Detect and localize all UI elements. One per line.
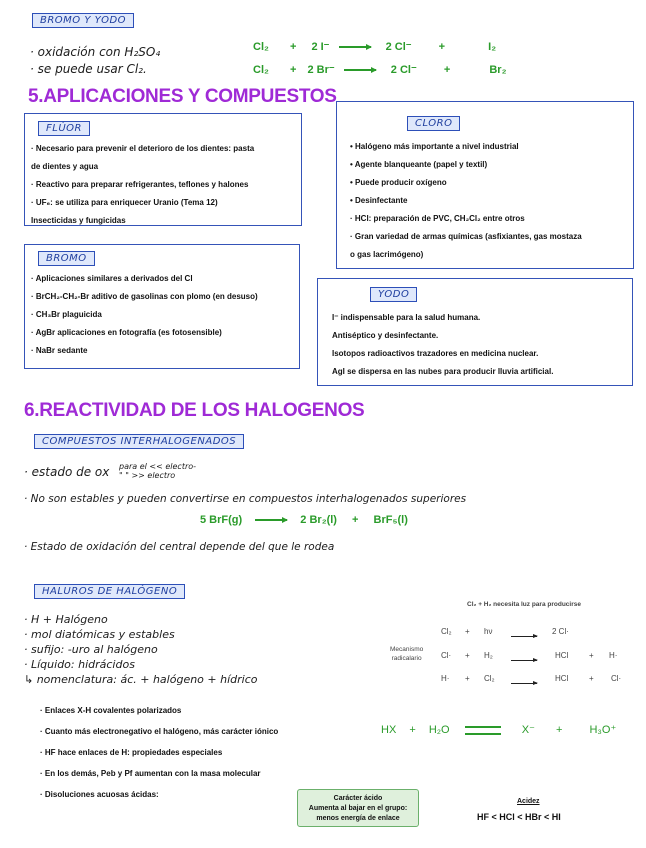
acid-dissociation-equation: HX + H₂O X⁻ + H₃O⁺ — [381, 724, 617, 736]
interhalogenados-tag: COMPUESTOS INTERHALOGENADOS — [34, 434, 244, 449]
yodo-box — [317, 278, 633, 386]
list-item: • Desinfectante — [350, 196, 408, 205]
list-item: · Disoluciones acuosas ácidas: — [40, 790, 159, 799]
light-note: Cl₂ + H₂ necesita luz para producirse — [467, 601, 581, 608]
list-item: · En los demás, Peb y Pf aumentan con la masa molecular — [40, 769, 261, 778]
oxidation-central-note: · Estado de oxidación del central depende del que le rodea — [24, 541, 335, 553]
reaction-arrow — [339, 46, 371, 48]
electro-note: para el << electro- " " >> electro — [119, 462, 197, 480]
unstable-note: · No son estables y pueden convertirse en compuestos interhalogenados superiores — [24, 493, 467, 505]
reaction-arrow — [511, 636, 537, 637]
list-item: · HCl: preparación de PVC, CH₂Cl₂ entre otros — [350, 214, 525, 223]
yodo-tag: YODO — [370, 287, 417, 302]
list-item: · Líquido: hidrácidos — [24, 658, 135, 671]
reaction-arrow — [511, 660, 537, 661]
list-item: · AgBr aplicaciones en fotografía (es fotosensible) — [31, 328, 222, 337]
fluor-box — [24, 113, 302, 226]
list-item: Insecticidas y fungicidas — [31, 216, 126, 225]
reaction-arrow — [255, 519, 287, 521]
list-item: · Gran variedad de armas químicas (asfixiantes, gas mostaza — [350, 232, 582, 241]
reaction-arrow — [344, 69, 376, 71]
fluor-tag: FLÚOR — [38, 121, 90, 136]
list-item: · CH₃Br plaguicida — [31, 310, 102, 319]
equation-iodide: Cl₂ + 2 I⁻ 2 Cl⁻ + I₂ — [253, 41, 497, 53]
haluros-handwritten-notes — [24, 612, 258, 687]
list-item: de dientes y agua — [31, 162, 99, 171]
list-item: · Reactivo para preparar refrigerantes, teflones y halones — [31, 180, 249, 189]
bromo-tag: BROMO — [38, 251, 95, 266]
acidez-order: HF < HCl < HBr < HI — [477, 812, 561, 822]
mechanism-step-1: Cl₂ + hν 2 Cl· — [441, 627, 569, 636]
haluros-tag: HALUROS DE HALÓGENO — [34, 584, 185, 599]
yodo-list — [332, 309, 553, 381]
list-item: · HF hace enlaces de H: propiedades especiales — [40, 748, 223, 757]
interhalogen-equation: 5 BrF(g) 2 Br₂(l) + BrF₅(l) — [200, 514, 408, 526]
cloro-box — [336, 101, 634, 269]
cl2-note: · se puede usar Cl₂. — [30, 62, 147, 76]
oxidation-note: · oxidación con H₂SO₄ — [30, 45, 161, 59]
cloro-tag: CLORO — [407, 116, 460, 131]
section-6-heading: 6.REACTIVIDAD DE LOS HALOGENOS — [24, 400, 365, 421]
acidez-title: Acidez — [517, 798, 540, 805]
list-item: o gas lacrimógeno) — [350, 250, 424, 259]
list-item: AgI se dispersa en las nubes para producir lluvia artificial. — [332, 367, 554, 376]
ox-state-note: · estado de ox — [24, 465, 110, 479]
equation-bromide: Cl₂ + 2 Br⁻ 2 Cl⁻ + Br₂ — [253, 64, 507, 76]
haluros-bullets — [40, 700, 278, 805]
bromo-list — [31, 270, 258, 360]
fluor-list — [31, 140, 254, 230]
list-item: · BrCH₂-CH₂-Br aditivo de gasolinas con plomo (en desuso) — [31, 292, 258, 301]
list-item: • Agente blanqueante (papel y textil) — [350, 160, 488, 169]
bromo-yodo-tag: BROMO Y YODO — [32, 13, 134, 28]
mechanism-step-3: H· + Cl₂ HCl + Cl· — [441, 674, 622, 683]
list-item: · Aplicaciones similares a derivados del Cl — [31, 274, 193, 283]
list-item: · Enlaces X-H covalentes polarizados — [40, 706, 182, 715]
list-item: Isotopos radioactivos trazadores en medicina nuclear. — [332, 349, 539, 358]
list-item: · sufijo: -uro al halógeno — [24, 643, 158, 656]
list-item: · Cuanto más electronegativo el halógeno, más carácter iónico — [40, 727, 279, 736]
list-item: • Halógeno más importante a nivel industrial — [350, 142, 519, 151]
mechanism-label: Mecanismo radicalario — [390, 646, 424, 662]
list-item: · Necesario para prevenir el deterioro de los dientes: pasta — [31, 144, 255, 153]
list-item: Antiséptico y desinfectante. — [332, 331, 439, 340]
reaction-arrow — [511, 683, 537, 684]
list-item: • Puede producir oxígeno — [350, 178, 447, 187]
list-item: · mol diatómicas y estables — [24, 628, 175, 641]
section-5-heading: 5.APLICACIONES Y COMPUESTOS — [28, 86, 337, 107]
list-item: ↳ nomenclatura: ác. + halógeno + hídrico — [24, 673, 258, 686]
cloro-list — [350, 138, 582, 264]
list-item: · UF₆: se utiliza para enriquecer Uranio (Tema 12) — [31, 198, 218, 207]
acid-character-note: Carácter ácido Aumenta al bajar en el grupo: menos energía de enlace — [297, 789, 419, 827]
equilibrium-arrow — [465, 726, 501, 735]
list-item: · NaBr sedante — [31, 346, 88, 355]
list-item: · H + Halógeno — [24, 613, 108, 626]
list-item: I⁻ indispensable para la salud humana. — [332, 313, 481, 322]
bromo-box — [24, 244, 300, 369]
mechanism-step-2: Cl· + H₂ HCl + H· — [441, 651, 618, 660]
